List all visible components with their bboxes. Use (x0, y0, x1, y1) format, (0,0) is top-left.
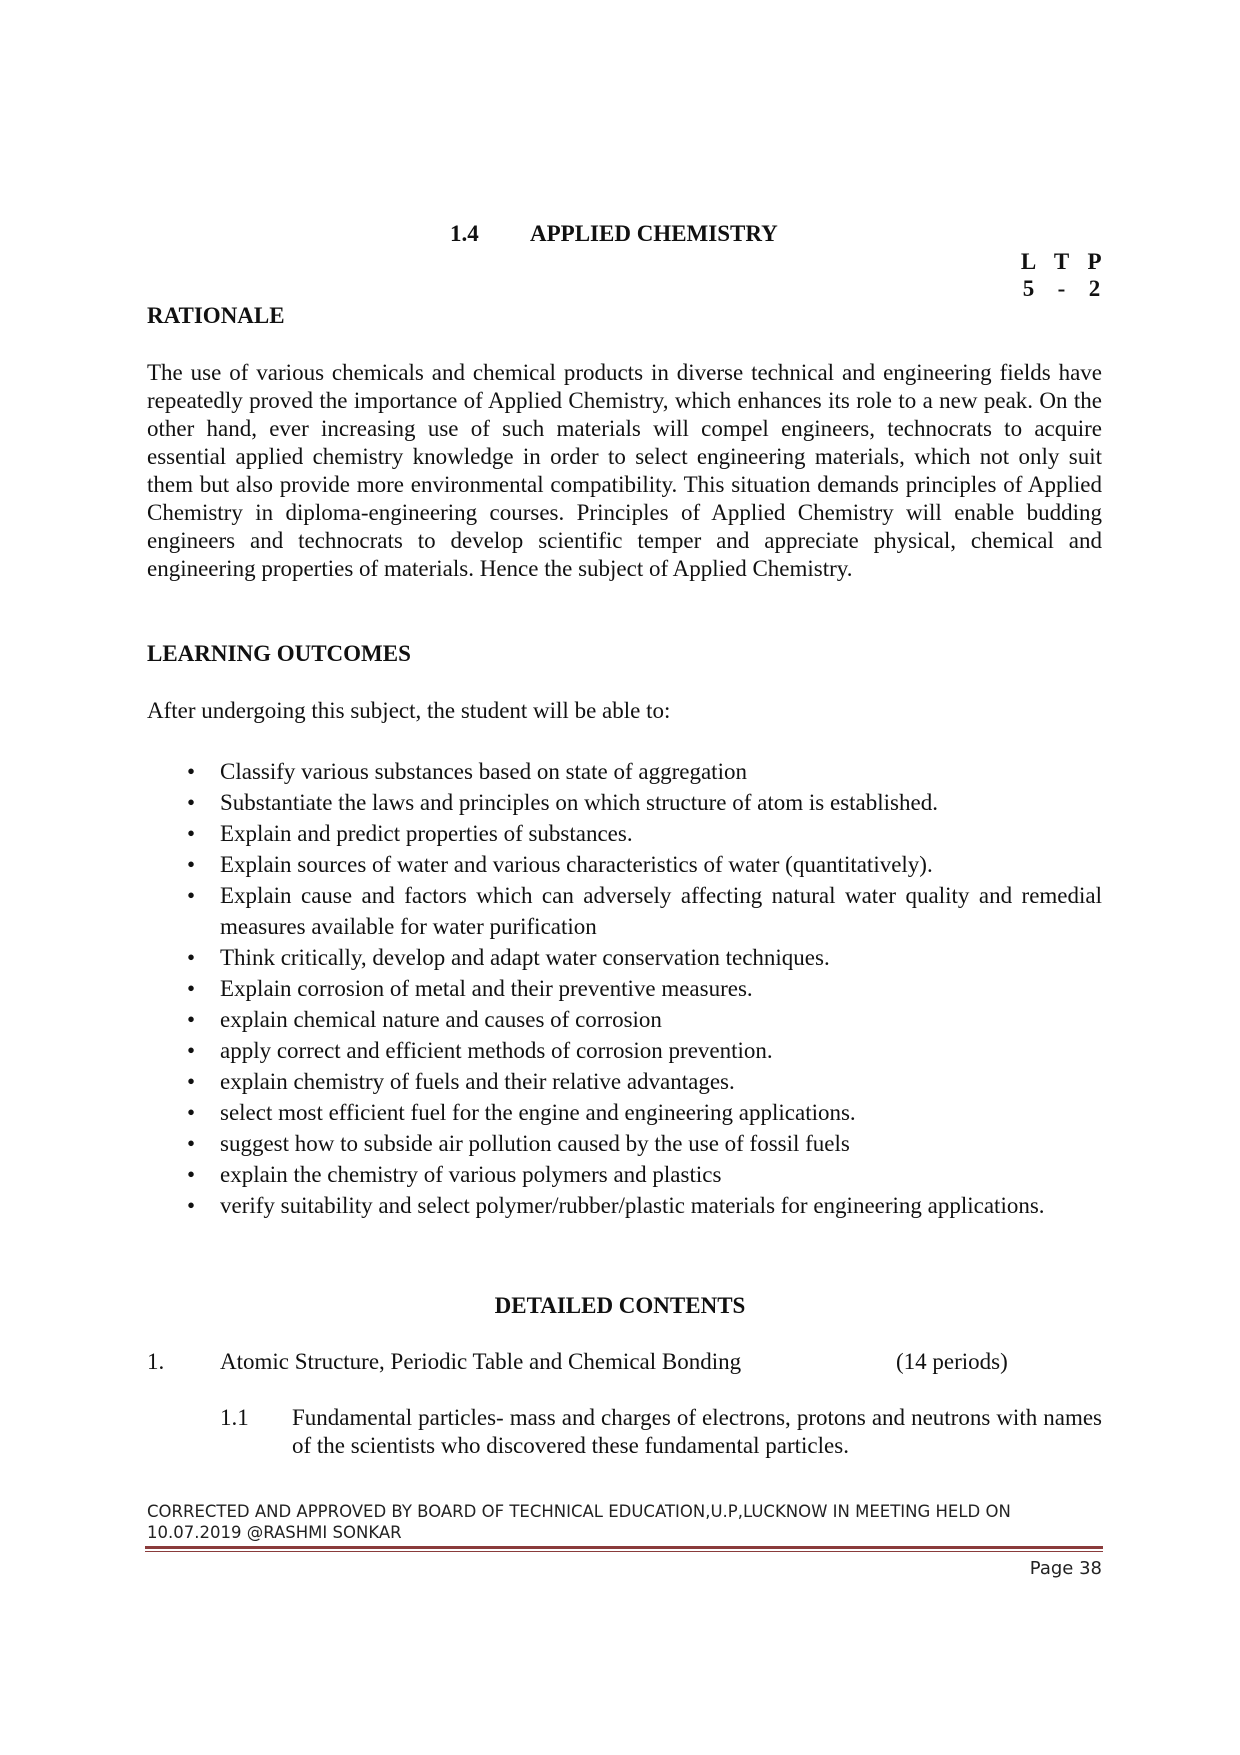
outcome-item (147, 849, 1102, 880)
outcome-item (147, 1035, 1102, 1066)
outcome-item (147, 756, 1102, 787)
bullet-icon: • (187, 1069, 196, 1094)
bullet-icon: • (187, 945, 196, 970)
bullet-icon: • (187, 883, 196, 908)
title-number: 1.4 (450, 221, 479, 246)
ltp-header-l: L (1020, 249, 1037, 274)
topic-periods: (14 periods) (896, 1349, 1008, 1374)
outcome-item (147, 787, 1102, 818)
ltp-header-t: T (1053, 249, 1070, 274)
ltp-header-row (1012, 248, 1111, 275)
outcome-text: verify suitability and select polymer/rubber/plastic materials for engineering applications. (220, 1193, 1045, 1218)
topic-title: Atomic Structure, Periodic Table and Chemical Bonding (220, 1349, 742, 1374)
outcome-text: explain chemical nature and causes of corrosion (220, 1007, 662, 1032)
outcome-item (147, 1097, 1102, 1128)
outcome-text: Think critically, develop and adapt water conservation techniques. (220, 945, 830, 970)
bullet-icon: • (187, 852, 196, 877)
outcome-text: suggest how to subside air pollution caused by the use of fossil fuels (220, 1131, 850, 1156)
learning-outcomes-list (147, 756, 1102, 1221)
outcome-text: explain the chemistry of various polymers and plastics (220, 1162, 722, 1187)
bullet-icon: • (187, 759, 196, 784)
outcome-item (147, 818, 1102, 849)
outcome-text: explain chemistry of fuels and their relative advantages. (220, 1069, 735, 1094)
footer-line-1: CORRECTED AND APPROVED BY BOARD OF TECHNICAL EDUCATION,U.P,LUCKNOW IN MEETING HELD ON (147, 1502, 1011, 1521)
bullet-icon: • (187, 1131, 196, 1156)
outcome-item (147, 1190, 1102, 1221)
outcome-item (147, 880, 1102, 942)
footer-rule-thin (145, 1551, 1103, 1552)
rationale-heading: RATIONALE (147, 303, 285, 328)
outcome-text: Explain cause and factors which can adversely affecting natural water quality and remedial measures available for water purification (220, 883, 1102, 939)
outcome-item (147, 1066, 1102, 1097)
learning-outcomes-intro: After undergoing this subject, the student will be able to: (147, 698, 671, 723)
bullet-icon: • (187, 1100, 196, 1125)
bullet-icon: • (187, 1162, 196, 1187)
outcome-text: Explain and predict properties of substances. (220, 821, 633, 846)
outcome-item (147, 1159, 1102, 1190)
bullet-icon: • (187, 821, 196, 846)
bullet-icon: • (187, 976, 196, 1001)
outcome-text: Explain sources of water and various characteristics of water (quantitatively). (220, 852, 933, 877)
ltp-header-p: P (1087, 249, 1102, 274)
subtopic-text: Fundamental particles- mass and charges of electrons, protons and neutrons with names of the scientists who discovered these fundamental particles. (292, 1405, 1102, 1458)
outcome-text: Explain corrosion of metal and their preventive measures. (220, 976, 753, 1001)
outcome-text: select most efficient fuel for the engine and engineering applications. (220, 1100, 856, 1125)
outcome-item (147, 942, 1102, 973)
ltp-table (1012, 248, 1111, 302)
outcome-text: Classify various substances based on state of aggregation (220, 759, 747, 784)
footer-line-2: 10.07.2019 @RASHMI SONKAR (147, 1523, 402, 1542)
outcome-text: apply correct and efficient methods of corrosion prevention. (220, 1038, 773, 1063)
ltp-value-row (1012, 275, 1111, 302)
subtopic-number: 1.1 (220, 1405, 249, 1430)
footer-approval-note (147, 1501, 1102, 1543)
outcome-item (147, 1004, 1102, 1035)
bullet-icon: • (187, 790, 196, 815)
ltp-value-p: 2 (1088, 276, 1101, 301)
outcome-text: Substantiate the laws and principles on which structure of atom is established. (220, 790, 938, 815)
outcome-item (147, 1128, 1102, 1159)
ltp-value-t: - (1057, 276, 1066, 301)
ltp-value-l: 5 (1022, 276, 1035, 301)
title-text: APPLIED CHEMISTRY (530, 221, 778, 246)
detailed-contents-heading: DETAILED CONTENTS (494, 1293, 746, 1318)
outcome-item (147, 973, 1102, 1004)
bullet-icon: • (187, 1007, 196, 1032)
rationale-text: The use of various chemicals and chemical products in diverse technical and engineering fields have repeatedly proved the importance of Applied Chemistry, which enhances its role to a new peak. On the other hand, ever increasing use of such materials will compel engineers, technocrats to acquire essential applied chemistry knowledge in order to select engineering materials, which not only suit them but also provide more environmental compatibility. This situation demands principles of Applied Chemistry in diploma-engineering courses. Principles of Applied Chemistry will enable budding engineers and technocrats to develop scientific temper and appreciate physical, chemical and engineering properties of materials. Hence the subject of Applied Chemistry. (147, 360, 1102, 581)
footer-rule-thick (145, 1546, 1103, 1549)
learning-outcomes-heading: LEARNING OUTCOMES (147, 641, 411, 666)
topic-number: 1. (147, 1349, 165, 1374)
page-number: Page 38 (1029, 1558, 1102, 1579)
bullet-icon: • (187, 1038, 196, 1063)
bullet-icon: • (187, 1193, 196, 1218)
